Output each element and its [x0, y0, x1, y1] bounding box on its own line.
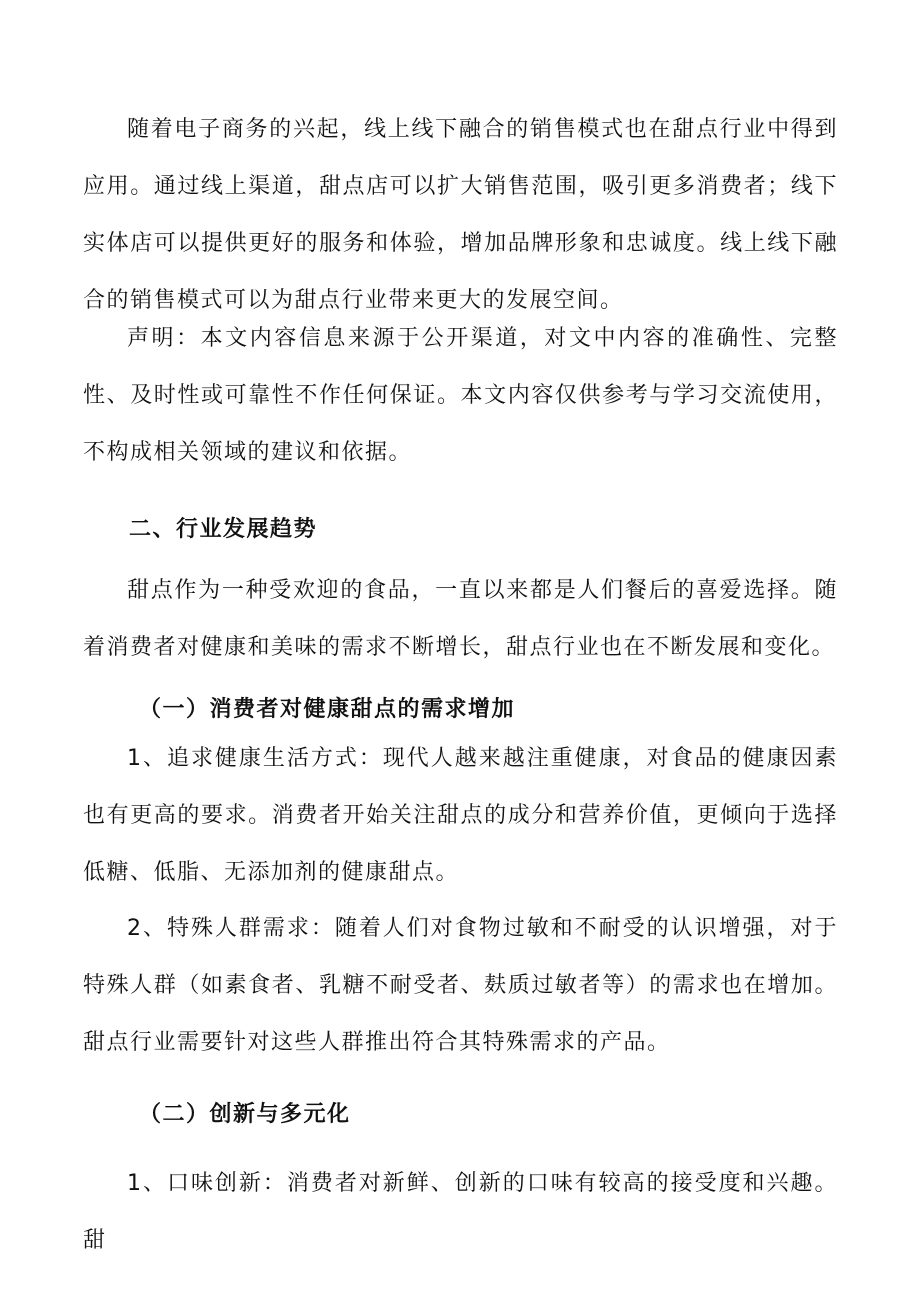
paragraph-intro: 甜点作为一种受欢迎的食品，一直以来都是人们餐后的喜爱选择。随着消费者对健康和美味的需求不断增长，甜点行业也在不断发展和变化。	[83, 578, 838, 660]
paragraph-disclaimer: 声明：本文内容信息来源于公开渠道，对文中内容的准确性、完整性、及时性或可靠性不作任何保证。本文内容仅供参考与学习交流使用，不构成相关领域的建议和依据。	[83, 326, 838, 465]
subheading-healthy-demand: （一）消费者对健康甜点的需求增加	[139, 697, 516, 722]
paragraph-healthy-lifestyle: 1、追求健康生活方式：现代人越来越注重健康，对食品的健康因素也有更高的要求。消费者开始关注甜点的成分和营养价值，更倾向于选择低糖、低脂、无添加剂的健康甜点。	[83, 746, 838, 885]
section-heading-industry-trends: 二、行业发展趋势	[129, 517, 318, 542]
paragraph-online-offline: 随着电子商务的兴起，线上线下融合的销售模式也在甜点行业中得到应用。通过线上渠道，甜点店可以扩大销售范围，吸引更多消费者；线下实体店可以提供更好的服务和体验，增加品牌形象和忠诚度。线上线下融合的销售模式可以为甜点行业带来更大的发展空间。	[83, 117, 838, 313]
paragraph-special-groups: 2、特殊人群需求：随着人们对食物过敏和不耐受的认识增强，对于特殊人群（如素食者、乳糖不耐受者、麸质过敏者等）的需求也在增加。甜点行业需要针对这些人群推出符合其特殊需求的产品。	[83, 916, 838, 1055]
subheading-innovation: （二）创新与多元化	[139, 1102, 351, 1127]
paragraph-flavor-innovation: 1、口味创新：消费者对新鲜、创新的口味有较高的接受度和兴趣。甜	[83, 1171, 838, 1253]
